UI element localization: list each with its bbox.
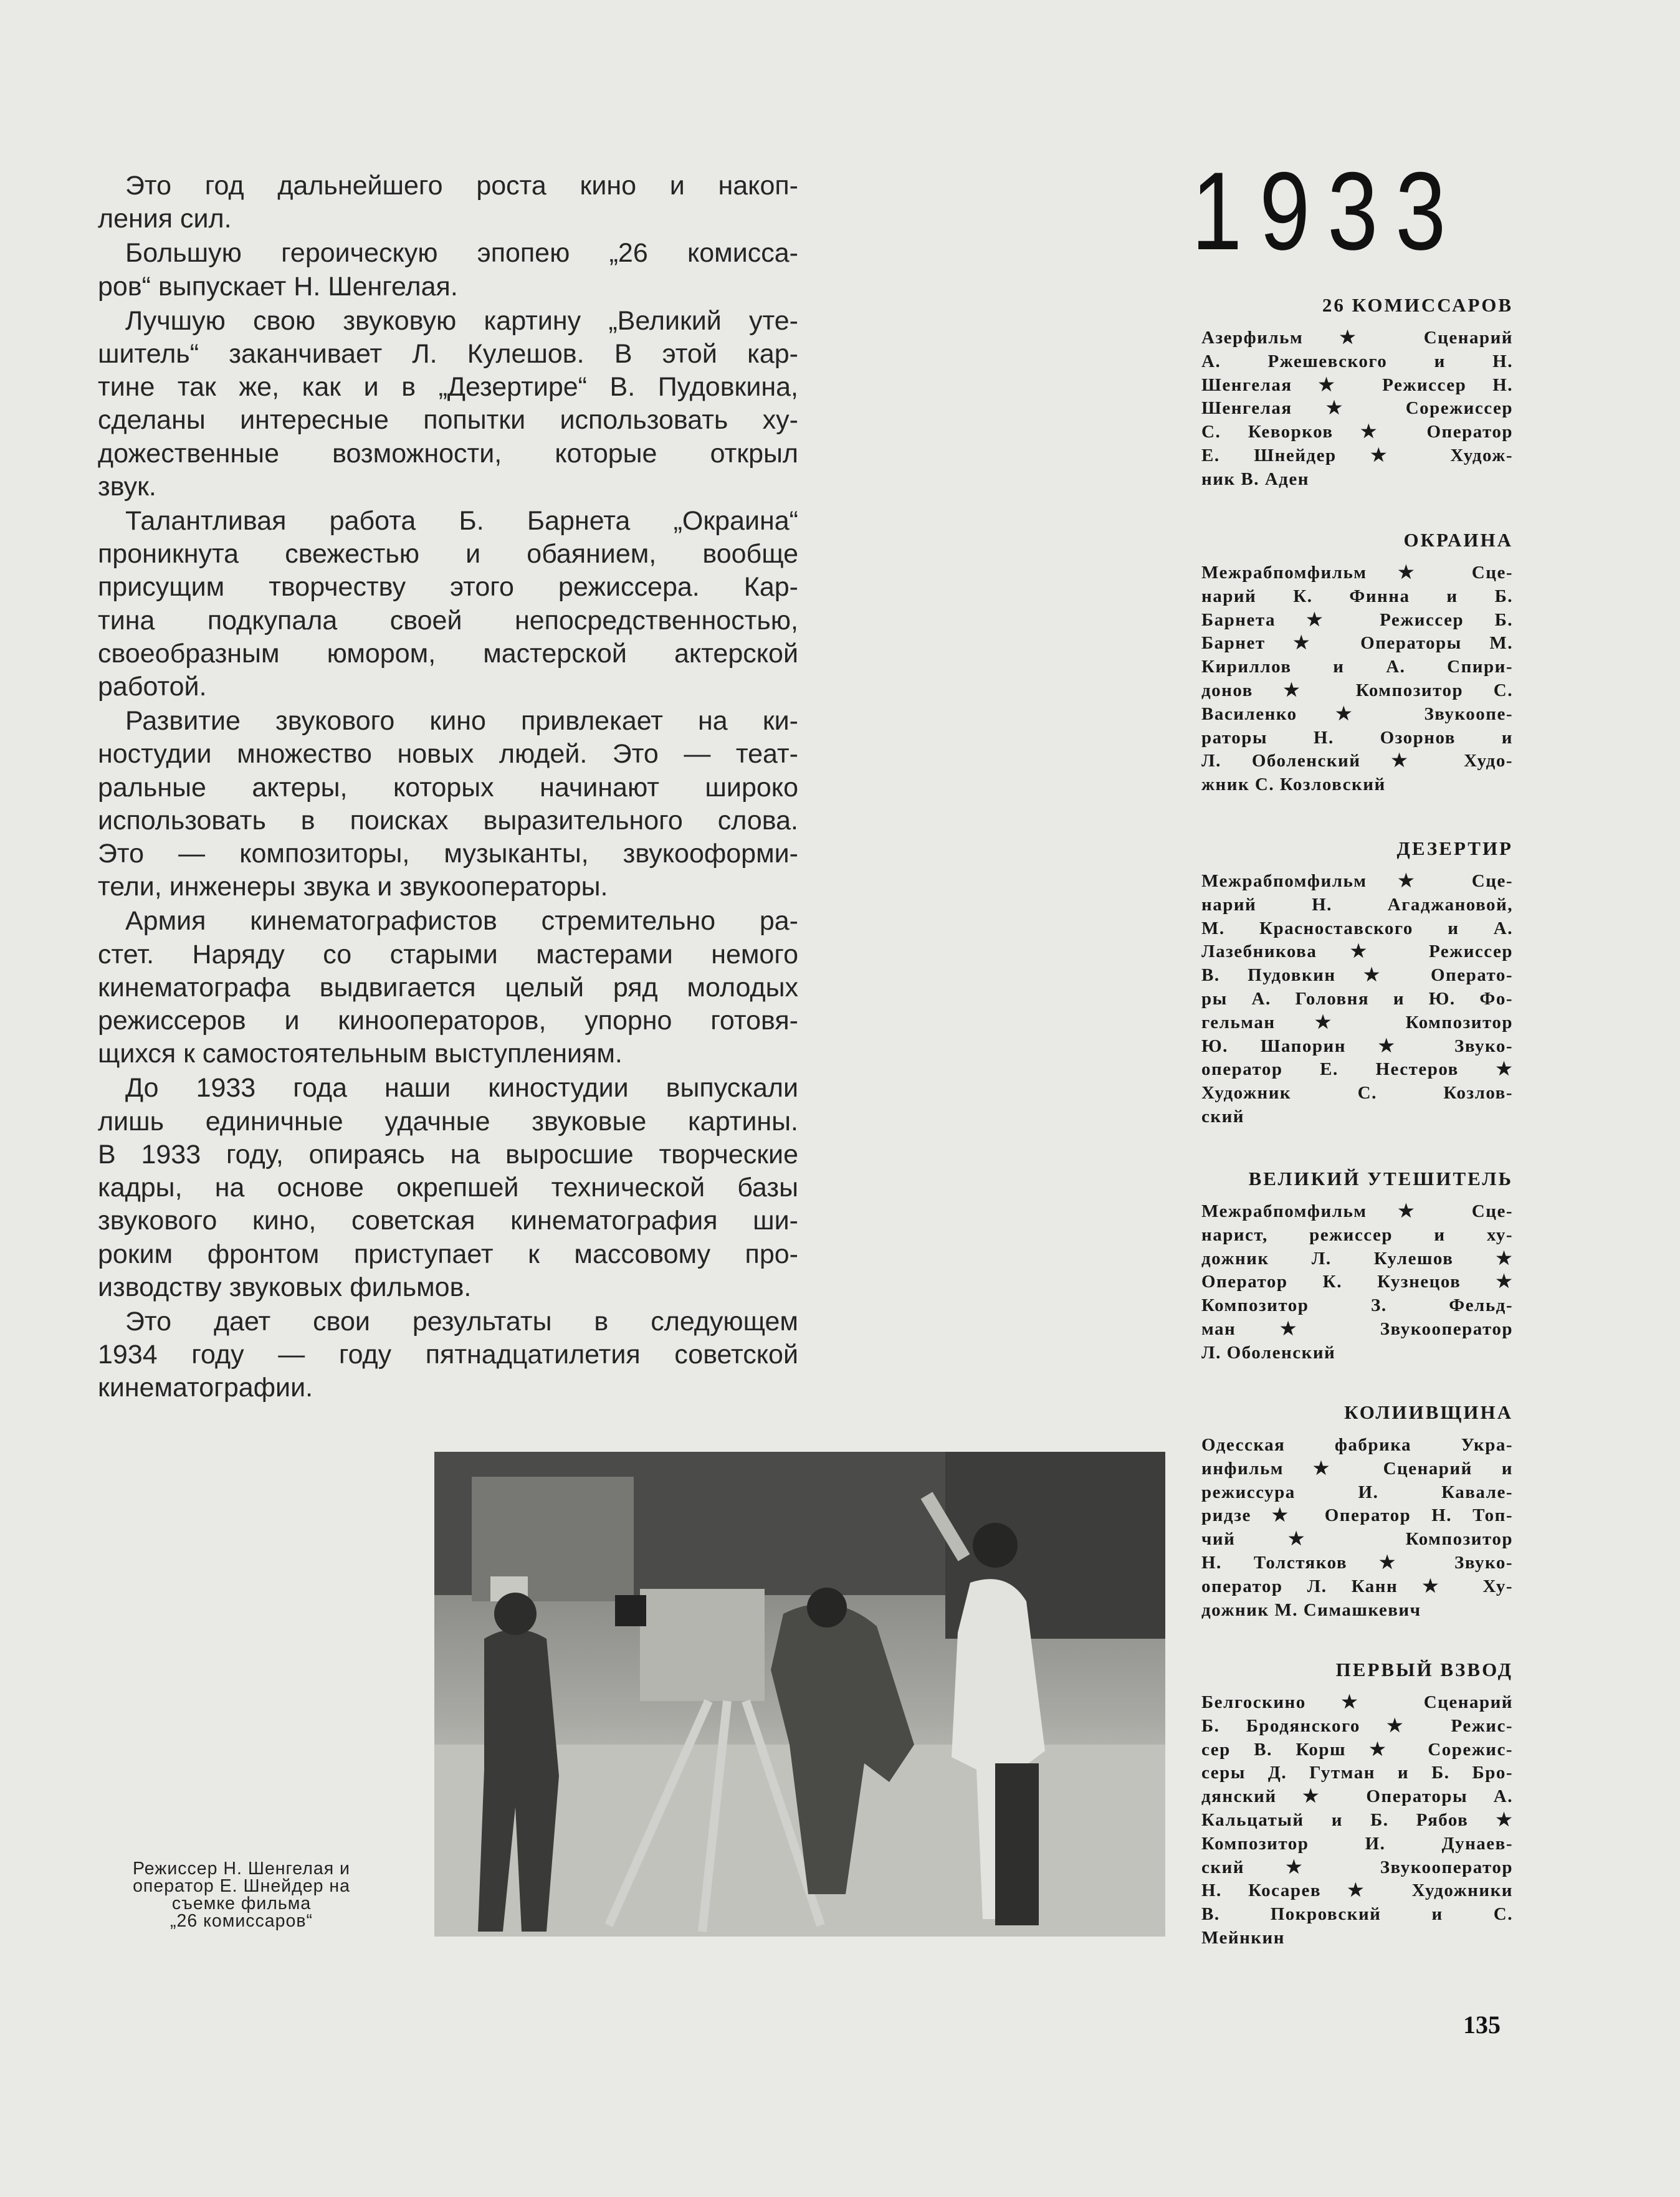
credit-line: серы Д. Гутман и Б. Бро- [1201, 1763, 1513, 1783]
credit-line: Н. Косарев ★ Художники [1201, 1880, 1513, 1901]
credit-line: Ю. Шапорин ★ Звуко- [1201, 1036, 1513, 1056]
film-title: ВЕЛИКИЙ УТЕШИТЕЛЬ [1248, 1168, 1513, 1189]
text-line: режиссеров и кинооператоров, упорно готовя- [98, 1006, 798, 1036]
text-line: Это год дальнейшего роста кино и накоп- [125, 171, 798, 201]
credit-line: инфильм ★ Сценарий и [1201, 1458, 1513, 1479]
credit-line: Композитор З. Фельд- [1201, 1295, 1513, 1316]
credit-line: М. Красноставского и А. [1201, 918, 1513, 938]
credit-line: С. Кеворков ★ Оператор [1201, 422, 1513, 442]
credit-line: Межрабпомфильм ★ Сце- [1201, 563, 1513, 583]
text-line: Это — композиторы, музыканты, звукооформи- [98, 839, 798, 869]
credit-line: Оператор К. Кузнецов ★ [1201, 1272, 1513, 1292]
credit-block [1201, 1657, 1513, 1950]
paragraph [98, 705, 798, 903]
credit-line: А. Ржешевского и Н. [1201, 351, 1513, 371]
credit-line: Лазебникова ★ Режиссер [1201, 941, 1513, 962]
text-line: 1934 году — году пятнадцатилетия советской [98, 1340, 798, 1370]
text-line: стет. Наряду со старыми мастерами немого [98, 939, 798, 970]
text-line: звук. [98, 471, 156, 502]
credit-block [1201, 1400, 1513, 1622]
text-line: Это дает свои результаты в следующем [125, 1306, 798, 1337]
text-line: работой. [98, 672, 207, 702]
text-line: ральные актеры, которых начинают широко [98, 772, 798, 803]
credit-line: Б. Бродянского ★ Режис- [1201, 1715, 1513, 1736]
credit-line: чий ★ Композитор [1201, 1529, 1513, 1550]
credit-line: Л. Оболенский ★ Худо- [1201, 751, 1513, 771]
credit-line: Межрабпомфильм ★ Сце- [1201, 871, 1513, 891]
credit-line: ридзе ★ Оператор Н. Топ- [1201, 1505, 1513, 1526]
credit-line: гельман ★ Композитор [1201, 1012, 1513, 1032]
text-line: ления сил. [98, 204, 232, 234]
credit-line: оператор Е. Нестеров ★ [1201, 1059, 1513, 1080]
credit-line: Барнет ★ Операторы М. [1201, 633, 1513, 654]
caption-line: оператор Е. Шнейдер на [133, 1876, 350, 1896]
text-line: использовать в поисках выразительного слова. [98, 805, 798, 836]
credit-line: Е. Шнейдер ★ Худож- [1201, 445, 1513, 465]
paragraph [98, 505, 798, 703]
credit-line: Азерфильм ★ Сценарий [1201, 328, 1513, 348]
paragraph [98, 305, 798, 503]
paragraph [98, 169, 798, 236]
text-line: кинематографии. [98, 1373, 313, 1403]
text-line: лишь единичные удачные звуковые картины. [98, 1106, 798, 1137]
credit-line: Василенко ★ Звукоопе- [1201, 703, 1513, 724]
credit-block [1201, 528, 1513, 797]
main-text [98, 169, 798, 1406]
year-heading: 1933 [1191, 149, 1464, 273]
text-line: роким фронтом приступает к массовому про- [98, 1239, 798, 1269]
credit-line: Композитор И. Дунаев- [1201, 1833, 1513, 1854]
text-line: своеобразным юмором, мастерской актерской [98, 638, 798, 669]
paragraph [98, 1305, 798, 1405]
film-title: КОЛИИВЩИНА [1344, 1401, 1513, 1423]
credit-line: Шенгелая ★ Режиссер Н. [1201, 374, 1513, 395]
text-line: изводству звуковых фильмов. [98, 1272, 472, 1302]
credit-line: дянский ★ Операторы А. [1201, 1786, 1513, 1807]
credit-line: донов ★ Композитор С. [1201, 680, 1513, 700]
text-line: кинематографа выдвигается целый ряд молодых [98, 972, 798, 1003]
credit-line: Кириллов и А. Спири- [1201, 657, 1513, 677]
text-line: щихся к самостоятельным выступлениям. [98, 1039, 623, 1069]
text-line: звукового кино, советская кинематография ши- [98, 1206, 798, 1236]
credit-line: жник С. Козловский [1201, 774, 1386, 795]
text-line: В 1933 году, опираясь на выросшие творческие [98, 1139, 798, 1170]
text-line: дожественные возможности, которые открыл [98, 438, 798, 469]
page-number: 135 [1463, 2011, 1501, 2039]
credit-line: Л. Оболенский [1201, 1342, 1336, 1363]
credit-line: раторы Н. Озорнов и [1201, 727, 1513, 748]
text-line: присущим творчеству этого режиссера. Кар- [98, 572, 798, 603]
film-title: ОКРАИНА [1403, 529, 1513, 551]
credit-line: Кальцатый и Б. Рябов ★ [1201, 1809, 1513, 1830]
credit-line: нарий К. Финна и Б. [1201, 586, 1513, 606]
credit-line: режиссура И. Кавале- [1201, 1482, 1513, 1502]
text-line: Лучшую свою звуковую картину „Великий уте- [125, 305, 798, 336]
text-line: сделаны интересные попытки использовать ху- [98, 405, 798, 436]
film-set-photo [434, 1452, 1165, 1937]
credit-block [1201, 293, 1513, 492]
credit-line: Шенгелая ★ Сорежиссер [1201, 398, 1513, 419]
text-line: Развитие звукового кино привлекает на ки- [125, 706, 798, 736]
text-line: До 1933 года наши киностудии выпускали [125, 1073, 798, 1103]
paragraph [98, 237, 798, 303]
credit-line: нарий Н. Агаджановой, [1201, 894, 1513, 915]
credit-line: Н. Толстяков ★ Звуко- [1201, 1552, 1513, 1573]
text-line: тина подкупала своей непосредственностью, [98, 605, 798, 636]
caption-line: съемке фильма [171, 1894, 312, 1913]
film-title: ПЕРВЫЙ ВЗВОД [1335, 1659, 1513, 1680]
credit-line: нарист, режиссер и ху- [1201, 1224, 1513, 1245]
text-line: ров“ выпускает Н. Шенгелая. [98, 271, 458, 302]
credit-line: оператор Л. Канн ★ Ху- [1201, 1576, 1513, 1596]
credit-line: Межрабпомфильм ★ Сце- [1201, 1201, 1513, 1221]
photo-caption [93, 1860, 389, 1930]
text-line: Большую героическую эпопею „26 комисса- [125, 238, 798, 269]
credit-line: Мейнкин [1201, 1927, 1285, 1948]
credit-block [1201, 836, 1513, 1129]
credit-line: Барнета ★ Режиссер Б. [1201, 609, 1513, 630]
credit-line: ник В. Аден [1201, 469, 1309, 489]
credit-block [1201, 1166, 1513, 1365]
credit-line: сер В. Корш ★ Сорежис- [1201, 1739, 1513, 1760]
credit-line: В. Покровский и С. [1201, 1904, 1513, 1925]
credit-line: Художник С. Козлов- [1201, 1083, 1513, 1103]
text-line: тели, инженеры звука и звукооператоры. [98, 872, 608, 902]
credit-line: Белгоскино ★ Сценарий [1201, 1692, 1513, 1712]
credit-line: дожник Л. Кулешов ★ [1201, 1248, 1513, 1269]
credit-line: дожник М. Симашкевич [1201, 1599, 1421, 1620]
text-line: шитель“ заканчивает Л. Кулешов. В этой кар- [98, 339, 798, 369]
film-title: ДЕЗЕРТИР [1396, 837, 1513, 859]
text-line: проникнута свежестью и обаянием, вообще [98, 539, 798, 570]
text-line: Армия кинематографистов стремительно ра- [125, 906, 798, 936]
caption-line: Режиссер Н. Шенгелая и [133, 1859, 350, 1879]
paragraph [98, 905, 798, 1070]
paragraph [98, 1072, 798, 1303]
credit-line: ман ★ Звукооператор [1201, 1318, 1513, 1339]
credit-line: Одесская фабрика Укра- [1201, 1435, 1513, 1455]
text-line: ностудии множество новых людей. Это — теат- [98, 739, 798, 770]
film-title: 26 КОМИССАРОВ [1322, 294, 1513, 316]
caption-line: „26 комиссаров“ [170, 1911, 313, 1931]
credit-line: ский ★ Звукооператор [1201, 1857, 1513, 1877]
credit-line: ры А. Головня и Ю. Фо- [1201, 988, 1513, 1009]
credit-line: ский [1201, 1106, 1244, 1127]
text-line: Талантливая работа Б. Барнета „Окраина“ [125, 506, 798, 536]
credit-line: В. Пудовкин ★ Операто- [1201, 965, 1513, 986]
text-line: тине так же, как и в „Дезертире“ В. Пудовкина, [98, 372, 798, 403]
text-line: кадры, на основе окрепшей технической базы [98, 1173, 798, 1203]
photo-illustration [434, 1452, 1165, 1937]
